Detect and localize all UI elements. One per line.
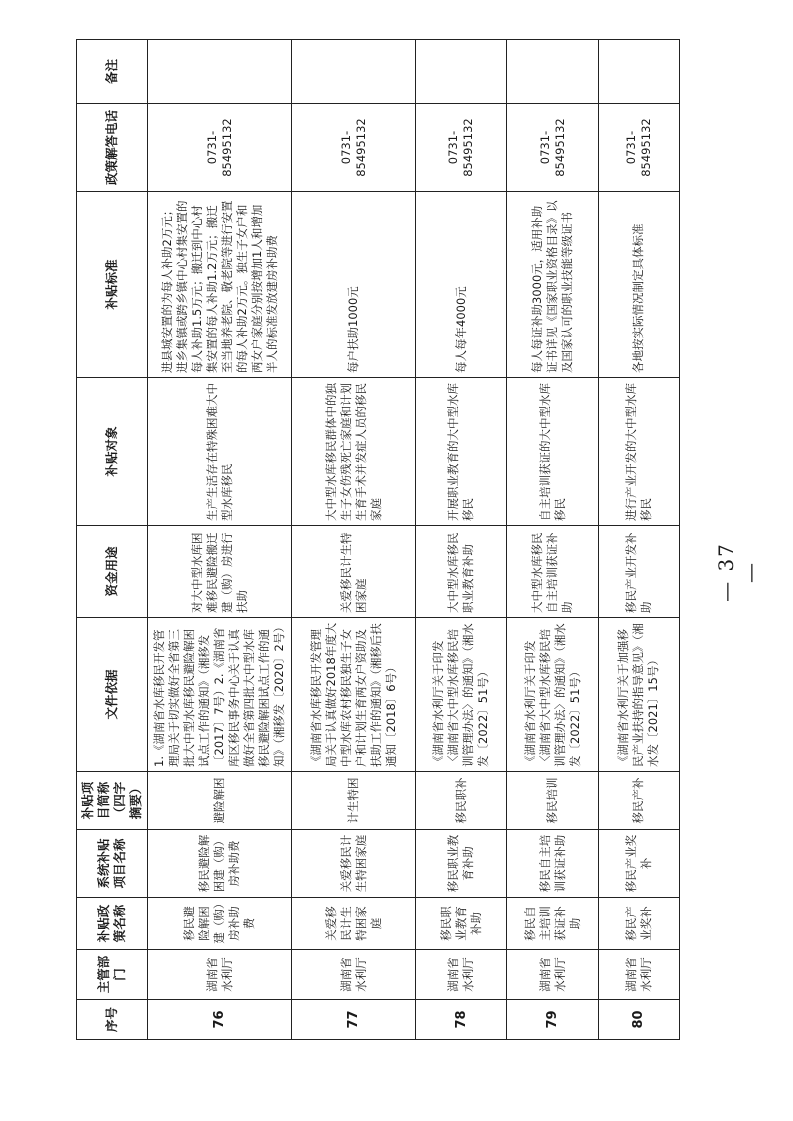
row-use: 移民产业开发补助: [598, 526, 679, 618]
header-phone: 政策解答电话: [77, 104, 148, 192]
row-short-name: 移民职补: [416, 772, 507, 830]
table-row: [292, 40, 416, 1040]
row-basis: 《湖南省水利厅关于加强移民产业扶持的指导意见》（湘水发〔2021〕15号）: [598, 618, 679, 772]
row-phone: 0731-85495132: [507, 104, 598, 192]
row-phone: 0731-85495132: [598, 104, 679, 192]
row-no: 77: [292, 1000, 416, 1040]
row-short-name: 移民培训: [507, 772, 598, 830]
row-department: 湖南省水利厅: [292, 950, 416, 1000]
page-number: — 37 —: [714, 542, 762, 602]
table-row: [416, 40, 507, 1040]
row-standard: 各地按实际情况制定具体标准: [598, 192, 679, 378]
row-standard: 每人每证补助3000元，适用补助证书详见《国家职业资格目录》以及国家认可的职业技能等级证书: [507, 192, 598, 378]
row-department: 湖南省水利厅: [598, 950, 679, 1000]
header-target: 补贴对象: [77, 378, 148, 526]
row-policy-name: 移民自主培训获证补助: [507, 898, 598, 950]
header-standard: 补贴标准: [77, 192, 148, 378]
row-basis: 《湖南省水利厅关于印发〈湖南省大中型水库移民培训管理办法〉的通知》（湘水发〔2022〕51号）: [507, 618, 598, 772]
row-short-name: 计生特困: [292, 772, 416, 830]
header-system-item: 系统补贴项目名称: [77, 830, 148, 898]
row-short-name: 移民产补: [598, 772, 679, 830]
row-system-item: 移民避险解困建（购）房补助费: [148, 830, 292, 898]
row-policy-name: 移民产业奖补: [598, 898, 679, 950]
row-use: 关爱移民计生特困家庭: [292, 526, 416, 618]
policy-table-sheet: [76, 59, 680, 1040]
header-policy-name: 补贴政策名称: [77, 898, 148, 950]
row-policy-name: 关爱移民计生特困家庭: [292, 898, 416, 950]
row-phone: 0731-85495132: [416, 104, 507, 192]
row-use: 大中型水库移民自主培训获证补助: [507, 526, 598, 618]
table-row: [598, 40, 679, 1040]
row-department: 湖南省水利厅: [148, 950, 292, 1000]
row-basis: 《湖南省水库移民开发管理局关于认真做好2018年度大中型水库农村移民独生子女户和计划生育两女户资助及扶助工作的通知》（湘移后扶通知〔2018〕6号）: [292, 618, 416, 772]
row-use: 对大中型水库困难移民避险搬迁建（购）房进行扶助: [148, 526, 292, 618]
row-target: 生产生活存在特殊困难大中型水库移民: [148, 378, 292, 526]
row-policy-name: 移民职业教育补助: [416, 898, 507, 950]
row-basis: 《湖南省水利厅关于印发〈湖南省大中型水库移民培训管理办法〉的通知》（湘水发〔2022〕51号）: [416, 618, 507, 772]
row-target: 开展职业教育的大中型水库移民: [416, 378, 507, 526]
row-phone: 0731-85495132: [292, 104, 416, 192]
row-system-item: 移民产业奖补: [598, 830, 679, 898]
row-remark: [148, 40, 292, 104]
header-basis: 文件依据: [77, 618, 148, 772]
row-use: 大中型水库移民职业教育补助: [416, 526, 507, 618]
row-remark: [416, 40, 507, 104]
row-basis: 1.《湖南省水库移民开发管理局关于切实做好全省第三批大中型水库移民避险解困试点工作的通知》（湘移发〔2017〕7号）2.《湖南省库区移民事务中心关于认真做好全省第四批大中型水库移民避险解困试点工作的通知》（湘移发〔2020〕2号）: [148, 618, 292, 772]
row-no: 80: [598, 1000, 679, 1040]
row-system-item: 移民职业教育补助: [416, 830, 507, 898]
row-target: 自主培训获证的大中型水库移民: [507, 378, 598, 526]
row-remark: [292, 40, 416, 104]
row-no: 79: [507, 1000, 598, 1040]
row-no: 76: [148, 1000, 292, 1040]
row-standard: 每户扶助1000元: [292, 192, 416, 378]
subsidy-policy-table: [76, 39, 680, 1040]
row-target: 大中型水库移民群体中的独生子女伤残死亡家庭和计划生育手术并发症人员的移民家庭: [292, 378, 416, 526]
row-short-name: 避险解困: [148, 772, 292, 830]
row-remark: [507, 40, 598, 104]
row-no: 78: [416, 1000, 507, 1040]
row-remark: [598, 40, 679, 104]
row-policy-name: 移民避险解困建（购）房补助费: [148, 898, 292, 950]
row-department: 湖南省水利厅: [416, 950, 507, 1000]
table-header-row: [77, 40, 148, 1040]
header-department: 主管部门: [77, 950, 148, 1000]
row-standard: 每人每年4000元: [416, 192, 507, 378]
row-target: 进行产业开发的大中型水库移民: [598, 378, 679, 526]
header-use: 资金用途: [77, 526, 148, 618]
row-system-item: 移民自主培训获证补助: [507, 830, 598, 898]
row-standard: 进县城安置的为每人补助2万元；进乡集镇或跨乡镇中心村集安置的每人补助1.5万元；搬迁到中心村集安置的每人补助1.2万元；搬迁至当地养老院、敬老院等进行安置的每人补助2万元。独生子女户和两女户家庭分别按增加1人和增加半人的标准发放建房补助费: [148, 192, 292, 378]
table-row: [507, 40, 598, 1040]
table-row: [148, 40, 292, 1040]
header-short-name: 补贴项目简称（四字摘要）: [77, 772, 148, 830]
header-no: 序号: [77, 1000, 148, 1040]
row-system-item: 关爱移民计生特困家庭: [292, 830, 416, 898]
header-remark: 备注: [77, 40, 148, 104]
row-phone: 0731-85495132: [148, 104, 292, 192]
row-department: 湖南省水利厅: [507, 950, 598, 1000]
